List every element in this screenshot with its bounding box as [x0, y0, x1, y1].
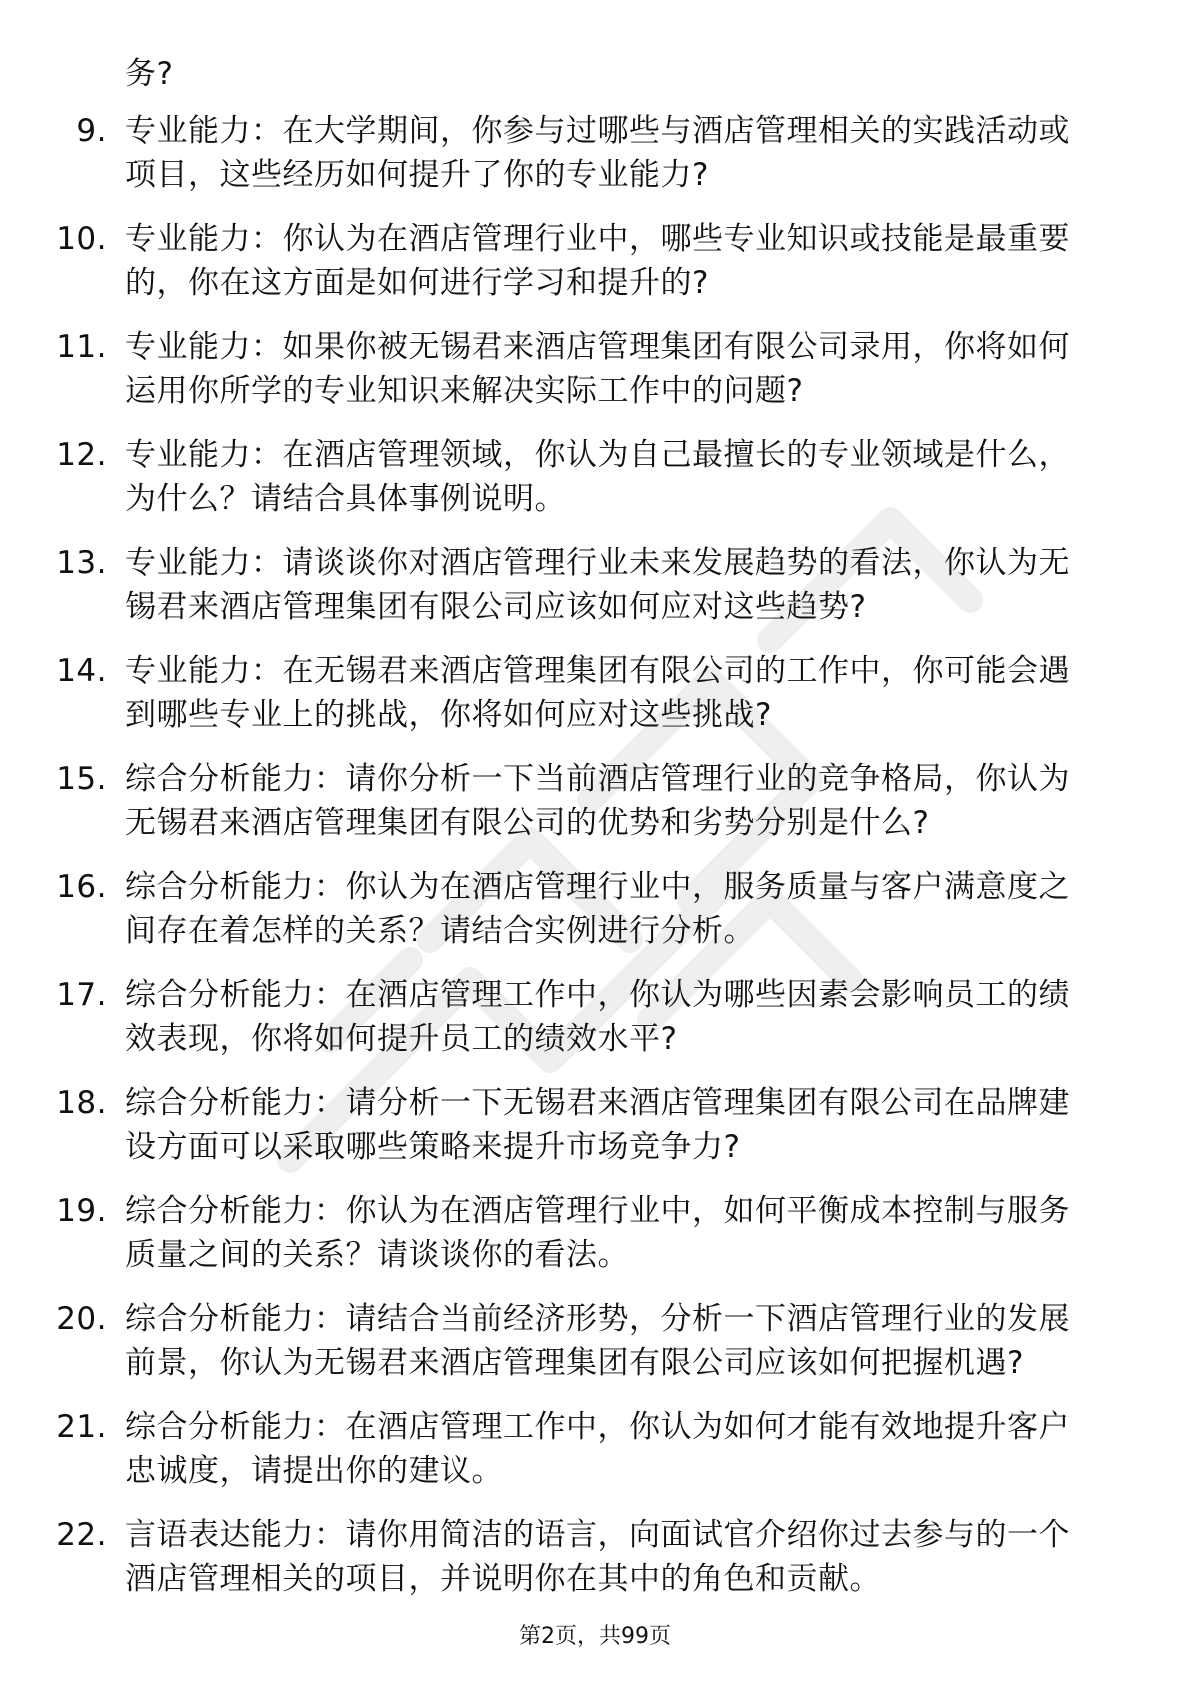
- question-number: 11.: [56, 329, 107, 365]
- list-item: [0, 973, 1190, 1061]
- page-footer: 第2页，共99页: [519, 1624, 671, 1649]
- list-item: [0, 325, 1190, 413]
- list-item: [0, 1513, 1190, 1601]
- list-item: [0, 649, 1190, 737]
- question-number: 22.: [56, 1517, 107, 1553]
- list-item: [0, 1081, 1190, 1169]
- question-number: 17.: [56, 977, 107, 1013]
- question-number: 21.: [56, 1409, 107, 1445]
- question-text: 综合分析能力：你认为在酒店管理行业中，如何平衡成本控制与服务质量之间的关系？请谈谈你的看法。: [125, 1193, 1070, 1273]
- list-item: [0, 109, 1190, 197]
- question-number: 18.: [56, 1085, 107, 1121]
- question-text: 专业能力：如果你被无锡君来酒店管理集团有限公司录用，你将如何运用你所学的专业知识来解决实际工作中的问题?: [125, 329, 1070, 409]
- question-text: 专业能力：在酒店管理领域，你认为自己最擅长的专业领域是什么，为什么？请结合具体事例说明。: [125, 437, 1070, 517]
- question-number: 10.: [56, 221, 107, 257]
- list-item: [0, 1189, 1190, 1277]
- list-item: [0, 433, 1190, 521]
- question-text: 言语表达能力：请你用简洁的语言，向面试官介绍你过去参与的一个酒店管理相关的项目，并说明你在其中的角色和贡献。: [125, 1517, 1070, 1597]
- question-number: 13.: [56, 545, 107, 581]
- list-item: [0, 541, 1190, 629]
- list-item: [0, 1405, 1190, 1493]
- question-text: 综合分析能力：在酒店管理工作中，你认为哪些因素会影响员工的绩效表现，你将如何提升员工的绩效水平?: [125, 977, 1070, 1057]
- question-text: 综合分析能力：在酒店管理工作中，你认为如何才能有效地提升客户忠诚度，请提出你的建议。: [125, 1409, 1070, 1489]
- list-item: [0, 1297, 1190, 1385]
- question-text: 专业能力：请谈谈你对酒店管理行业未来发展趋势的看法，你认为无锡君来酒店管理集团有限公司应该如何应对这些趋势?: [125, 545, 1070, 625]
- question-number: 19.: [56, 1193, 107, 1229]
- question-text: 综合分析能力：你认为在酒店管理行业中，服务质量与客户满意度之间存在着怎样的关系？请结合实例进行分析。: [125, 869, 1070, 949]
- list-item: [0, 217, 1190, 305]
- question-number: 9.: [76, 113, 107, 149]
- list-item: [0, 757, 1190, 845]
- question-number: 12.: [56, 437, 107, 473]
- question-text: 专业能力：在大学期间，你参与过哪些与酒店管理相关的实践活动或项目，这些经历如何提升了你的专业能力?: [125, 113, 1070, 193]
- question-text: 综合分析能力：请结合当前经济形势，分析一下酒店管理行业的发展前景，你认为无锡君来酒店管理集团有限公司应该如何把握机遇?: [125, 1301, 1070, 1381]
- question-number: 20.: [56, 1301, 107, 1337]
- question-text: 专业能力：在无锡君来酒店管理集团有限公司的工作中，你可能会遇到哪些专业上的挑战，你将如何应对这些挑战?: [125, 653, 1070, 733]
- question-text: 综合分析能力：请分析一下无锡君来酒店管理集团有限公司在品牌建设方面可以采取哪些策略来提升市场竞争力?: [125, 1085, 1070, 1165]
- question-number: 15.: [56, 761, 107, 797]
- question-number: 16.: [56, 869, 107, 905]
- question-text: 综合分析能力：请你分析一下当前酒店管理行业的竞争格局，你认为无锡君来酒店管理集团有限公司的优势和劣势分别是什么?: [125, 761, 1070, 841]
- question-text: 专业能力：你认为在酒店管理行业中，哪些专业知识或技能是最重要的，你在这方面是如何进行学习和提升的?: [125, 221, 1070, 301]
- continuation-text: 务?: [125, 56, 174, 92]
- question-number: 14.: [56, 653, 107, 689]
- question-list: [0, 109, 1190, 1621]
- list-item: [0, 865, 1190, 953]
